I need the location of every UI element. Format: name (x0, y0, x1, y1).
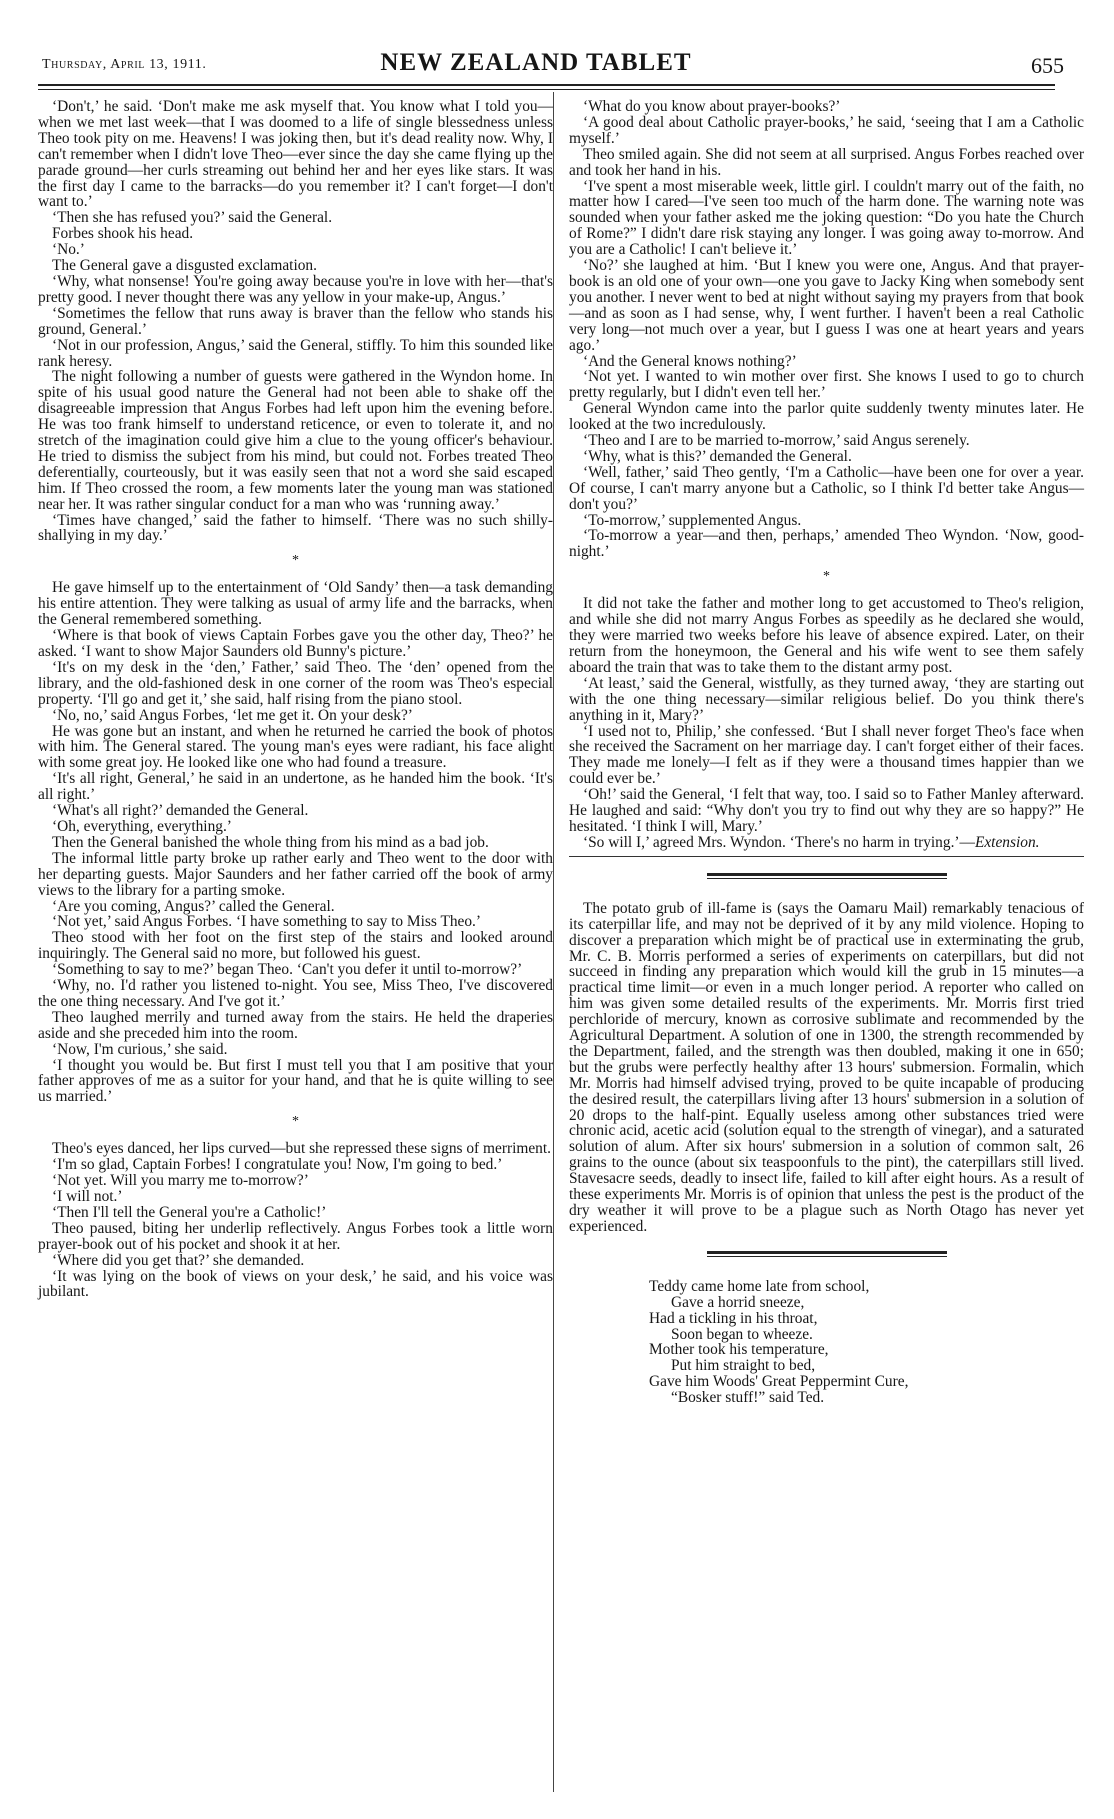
paragraph: Theo smiled again. She did not seem at all surprised. Angus Forbes reached over and took her hand in his. (569, 145, 1084, 179)
advert-poem (649, 1279, 1084, 1406)
paragraph: He was gone but an instant, and when he returned he carried the book of photos with him. The General stared. The young man's eyes were radiant, his face alight with some great joy. He looked like one who had found a treasure. (38, 722, 553, 772)
paragraph: ‘I've spent a most miserable week, little girl. I couldn't marry out of the faith, no matter how I cared—I've seen too much of the harm done. The warning note was sounded when your father asked me the joking question: “Do you hate the Church of Rome?” I didn't dare risk staying any longer. I was going away to-morrow. And you are a Catholic! I can't believe it.’ (569, 177, 1084, 259)
paragraph: ‘Don't,’ he said. ‘Don't make me ask myself that. You know what I told you—when we met last week—that I was doomed to a life of single blessedness unless Theo took pity on me. Heavens! I was joking then, but it's dead reality now. Why, I can't remember when I didn't love Theo—ever since the day she came flying up the parade ground—her curls streaming out behind her and her eyes like stars. It was the first day I came to the barracks—do you remember it? I can't forget—I don't want to.’ (38, 98, 553, 211)
paragraph: ‘Not in our profession, Angus,’ said the General, stiffly. To him this sounded like rank heresy. (38, 336, 553, 370)
paragraph: ‘Sometimes the fellow that runs away is braver than the fellow who stands his ground, General.’ (38, 304, 553, 338)
page-header (38, 45, 1064, 85)
paragraph: The informal little party broke up rather early and Theo went to the door with her departing guests. Major Saunders and her father carried off the book of army views to the library for a parting smoke. (38, 849, 553, 899)
source-credit: Extension. (974, 833, 1040, 851)
final-paragraph (569, 835, 1084, 851)
poem-line: Soon began to wheeze. (671, 1325, 813, 1343)
poem-line: Mother took his temperature, (649, 1341, 829, 1359)
paragraph: ‘Oh!’ said the General, ‘I felt that way, too. I said so to Father Manley afterward. He laughed and said: “Why don't you try to find out why they are so happy?” He hesitated. ‘I think I will, Mary.’ (569, 786, 1084, 835)
poem-line: “Bosker stuff!” said Ted. (671, 1389, 825, 1407)
paragraph: ‘Where did you get that?’ she demanded. (52, 1251, 305, 1269)
paragraph: ‘Not yet. Will you marry me to-morrow?’ (52, 1172, 309, 1190)
paragraph: ‘Why, no. I'd rather you listened to-night. You see, Miss Theo, I've discovered the one thing necessary. And I've got it.’ (38, 977, 553, 1010)
paragraph: ‘Where is that book of views Captain Forbes gave you the other day, Theo?’ he asked. ‘I want to show Major Saunders old Bunny's picture.’ (38, 627, 553, 660)
right-column (569, 99, 1084, 1406)
section-break-star: * (823, 569, 830, 585)
paragraph: ‘Why, what is this?’ demanded the General. (583, 447, 852, 465)
left-column (38, 99, 553, 1300)
paragraph: Forbes shook his head. (52, 225, 194, 243)
paragraph: ‘I thought you would be. But first I must tell you that I am positive that your father approves of me as a suitor for your hand, and that he is quite willing to see us married.’ (38, 1056, 553, 1106)
paragraph: ‘Then she has refused you?’ said the General. (52, 209, 333, 227)
paragraph: Then the General banished the whole thing from his mind as a bad job. (52, 833, 489, 851)
paragraph: ‘It was lying on the book of views on your desk,’ he said, and his voice was jubilant. (38, 1267, 553, 1301)
poem-line: Had a tickling in his throat, (649, 1309, 818, 1327)
paragraph: ‘Not yet. I wanted to win mother over first. She knows I used to go to church pretty regularly, but I didn't even tell her.’ (569, 368, 1084, 402)
poem-line: Gave him Woods' Great Peppermint Cure, (649, 1373, 909, 1391)
section-break-star: * (292, 1114, 299, 1130)
masthead-title: NEW ZEALAND TABLET (380, 49, 692, 76)
paragraph: ‘To-morrow,’ supplemented Angus. (583, 511, 802, 529)
paragraph: ‘Why, what nonsense! You're going away because you're in love with her—that's pretty good. I never thought there was any yellow in your make-up, Angus.’ (38, 272, 553, 306)
paragraph: ‘Something to say to me?’ began Theo. ‘Can't you defer it until to-morrow?’ (52, 961, 523, 979)
paragraph: ‘No, no,’ said Angus Forbes, ‘let me get it. On your desk?’ (52, 706, 413, 724)
paragraph: ‘Are you coming, Angus?’ called the General. (52, 897, 335, 915)
page-number: 655 (1031, 53, 1064, 78)
paragraph: ‘Oh, everything, everything.’ (52, 817, 232, 835)
paragraph: Theo's eyes danced, her lips curved—but she repressed these signs of merriment. (52, 1140, 551, 1158)
paragraph: ‘Times have changed,’ said the father to himself. ‘There was no such shilly-shallying in my day.’ (38, 511, 553, 545)
paragraph: ‘I will not.’ (52, 1188, 123, 1205)
final-line: ‘So will I,’ agreed Mrs. Wyndon. ‘There's no harm in trying.’— (583, 833, 975, 851)
paragraph: ‘No.’ (52, 241, 85, 259)
paragraph: ‘Well, father,’ said Theo gently, ‘I'm a Catholic—have been one for over a year. Of course, I can't marry anyone but a Catholic, so I think I'd better take Angus—don't you?’ (569, 463, 1084, 513)
paragraph: The night following a number of guests were gathered in the Wyndon home. In spite of his usual good nature the General had not been able to shake off the disagreeable impression that Angus Forbes had left upon him the evening before. He was too frank himself to understand reticence, or even to tolerate it, and no stretch of the imagination could give him a clue to the young officer's behaviour. He tried to dismiss the subject from his mind, but could not. Forbes treated Theo deferentially, courteously, but it was easily seen that not a word she said escaped him. If Theo crossed the room, a few moments later the young man was stationed near her. It was rather singular conduct for a man who was ‘running away.’ (38, 368, 553, 513)
paragraph: ‘To-morrow a year—and then, perhaps,’ amended Theo Wyndon. ‘Now, good-night.’ (569, 527, 1084, 561)
article-divider (707, 873, 947, 879)
paragraph: ‘What do you know about prayer-books?’ (583, 98, 841, 115)
paragraph: ‘Now, I'm curious,’ she said. (52, 1040, 228, 1058)
story-end-rule (569, 856, 1084, 857)
paragraph: ‘Not yet,’ said Angus Forbes. ‘I have something to say to Miss Theo.’ (52, 913, 482, 931)
paragraph: ‘And the General knows nothing?’ (583, 352, 797, 370)
paragraph: The General gave a disgusted exclamation. (52, 257, 317, 275)
poem-line: Put him straight to bed, (671, 1357, 816, 1375)
paragraph: ‘It's on my desk in the ‘den,’ Father,’ said Theo. The ‘den’ opened from the library, and the old-fashioned desk in one corner of the room was Theo's especial property. ‘I'll go and get it,’ she said, half rising from the piano stool. (38, 658, 553, 708)
paragraph: ‘It's all right, General,’ he said in an undertone, as he handed him the book. ‘It's all right.’ (38, 770, 553, 804)
potato-grub-article: The potato grub of ill-fame is (says the Oamaru Mail) remarkably tenacious of its caterpillar life, and may not be deprived of it by any mild violence. Hoping to discover a preparation which might be of practical use in exterminating the grub, Mr. C. B. Morris performed a series of experiments on caterpillars, but did not succeed in finding any preparation which would kill the grub in 15 minutes—a practical time limit—or even in a much longer period. A reporter who called on him was given some detailed results of the experiments. Mr. Morris first tried perchloride of mercury, known as corrosive sublimate and recommended by the Agricultural Department. A solution of one in 1300, the strength recommended by the Department, failed, and the strength was then doubled, making it one in 650; but the grubs were perfectly healthy after 13 hours' submersion. Formalin, which Mr. Morris had himself advised trying, proved to be quite incapable of producing the desired result, the caterpillars living after 13 hours' submersion in a solution of 20 drops to the half-pint. Equally useless among other substances tried were chronic acid, acetic acid (solution equal to the strength of vinegar), and a saturated solution of alum. After six hours' submersion in a solution of common salt, 26 grains to the ounce (about six teaspoonfuls to the pint), the caterpillars still lived. Stavesacre seeds, deadly to insect life, failed to kill after eight hours. As a result of these experiments Mr. Morris is of opinion that unless the pest is the product of the dry weather it will prove to be a plague such as North Otago has never yet experienced. (569, 899, 1084, 1235)
poem-line: Gave a horrid sneeze, (671, 1293, 805, 1311)
column-divider (553, 92, 554, 1792)
header-rule-thin (38, 89, 1055, 90)
paragraph: ‘I'm so glad, Captain Forbes! I congratulate you! Now, I'm going to bed.’ (52, 1156, 503, 1174)
paragraph: ‘A good deal about Catholic prayer-books,’ he said, ‘seeing that I am a Catholic myself.’ (569, 113, 1084, 147)
article-divider (707, 1251, 947, 1257)
header-rule (38, 84, 1055, 86)
paragraph: ‘I used not to, Philip,’ she confessed. ‘But I shall never forget Theo's face when she received the Sacrament on her marriage day. I can't forget either of their faces. They made me lonely—I felt as if they were a thousand times happier than we could ever be.’ (569, 722, 1084, 788)
poem-line: Teddy came home late from school, (649, 1277, 870, 1295)
paragraph: ‘Then I'll tell the General you're a Catholic!’ (52, 1203, 327, 1221)
paragraph: It did not take the father and mother long to get accustomed to Theo's religion, and while she did not marry Angus Forbes as speedily as he declared she would, they were married two weeks before his leave of absence expired. Later, on their return from the honeymoon, the General and his wife went to see them safely aboard the train that was to take them to the distant army post. (569, 595, 1084, 676)
paragraph: ‘At least,’ said the General, wistfully, as they turned away, ‘they are starting out with the one thing necessary—similar religious belief. Do you think there's anything in it, Mary?’ (569, 674, 1084, 724)
paragraph: ‘What's all right?’ demanded the General. (52, 802, 309, 820)
paragraph: ‘Theo and I are to be married to-morrow,’ said Angus serenely. (583, 432, 970, 450)
paragraph: He gave himself up to the entertainment of ‘Old Sandy’ then—a task demanding his entire attention. They were talking as usual of army life and the barracks, when the General remembered something. (38, 579, 553, 629)
paragraph: General Wyndon came into the parlor quite suddenly twenty minutes later. He looked at the two incredulously. (569, 400, 1084, 434)
section-break-star: * (292, 553, 299, 569)
paragraph: ‘No?’ she laughed at him. ‘But I knew you were one, Angus. And that prayer-book is an old one of your own—one you gave to Jacky King when somebody sent you another. I never went to bed at night without saying my prayers from that book—and as soon as I had sense, why, I went further. I haven't been a real Catholic very long—not much over a year, but I guess I was one at heart years and years ago.’ (569, 257, 1084, 354)
paragraph: Theo paused, biting her underlip reflectively. Angus Forbes took a little worn prayer-book out of his pocket and shook it at her. (38, 1219, 553, 1253)
issue-date: Thursday, April 13, 1911. (42, 57, 207, 72)
paragraph: Theo stood with her foot on the first step of the stairs and looked around inquiringly. The General said no more, but followed his guest. (38, 929, 553, 963)
paragraph: Theo laughed merrily and turned away from the stairs. He held the draperies aside and she preceded him into the room. (38, 1008, 553, 1042)
